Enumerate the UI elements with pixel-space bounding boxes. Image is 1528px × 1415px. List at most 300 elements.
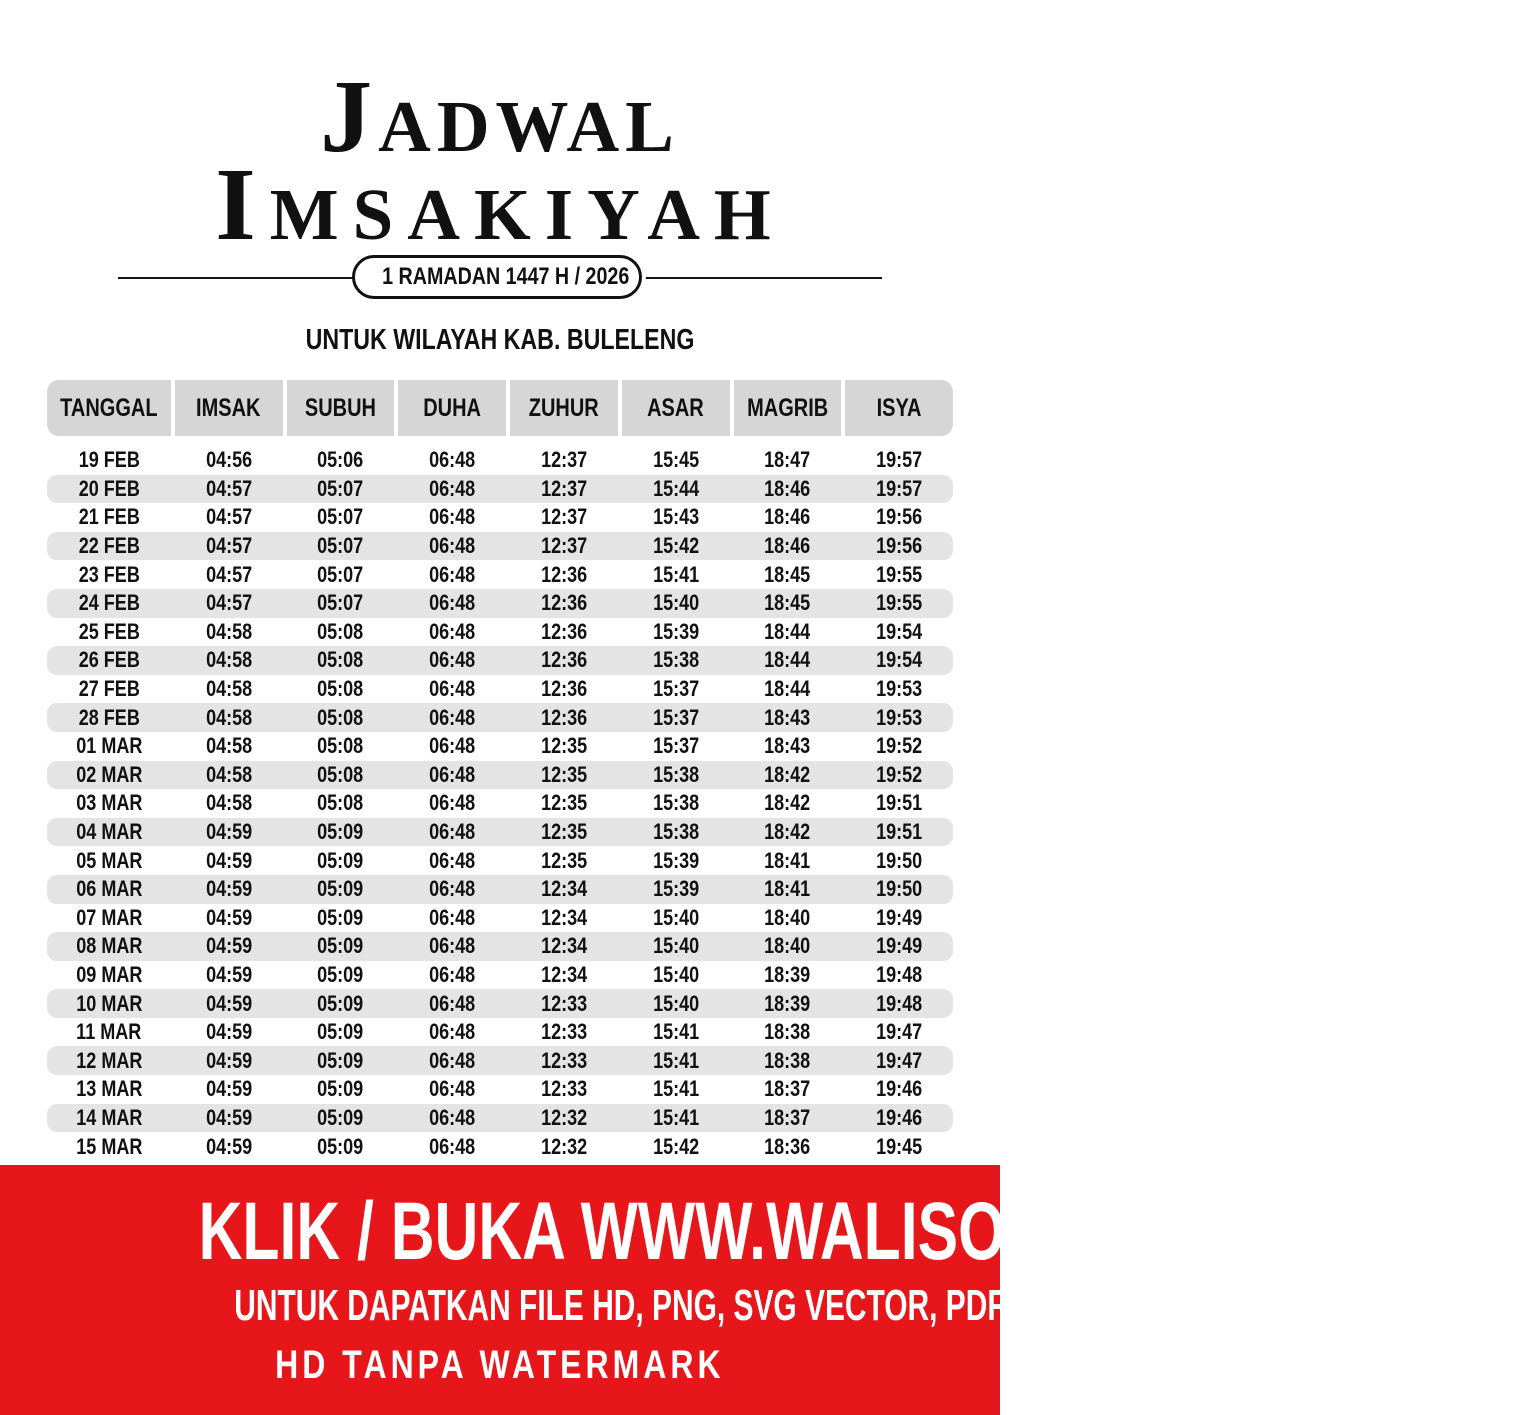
- cell-magrib: [734, 646, 842, 675]
- cell-value: 06:48: [429, 590, 476, 616]
- cell-duha: [398, 446, 506, 475]
- cell-value: 12:34: [540, 904, 588, 930]
- cell-subuh: [287, 1046, 395, 1075]
- column-header-isya: [845, 380, 953, 436]
- cell-isya: [845, 1104, 953, 1133]
- cell-imsak: [175, 904, 283, 933]
- cell-tanggal: [47, 1132, 171, 1161]
- cell-imsak: [175, 1046, 283, 1075]
- cell-value: 24 FEB: [78, 590, 140, 616]
- cell-value: 04:59: [205, 1076, 252, 1102]
- cell-duha: [398, 503, 506, 532]
- cell-value: 04:58: [205, 733, 252, 759]
- cell-asar: [622, 1046, 730, 1075]
- cell-isya: [845, 818, 953, 847]
- cell-tanggal: [47, 589, 171, 618]
- promo-banner[interactable]: [0, 1165, 1329, 1415]
- banner-line-1[interactable]: [0, 1186, 1329, 1277]
- cell-duha: [398, 989, 506, 1018]
- cell-value: 05:09: [317, 1047, 364, 1073]
- cell-magrib: [734, 446, 842, 475]
- cell-value: 18:46: [764, 475, 811, 501]
- cell-zuhur: [510, 875, 618, 904]
- cell-value: 04:59: [205, 876, 252, 902]
- cell-value: 05:08: [317, 790, 364, 816]
- cell-value: 06:48: [429, 676, 476, 702]
- cell-value: 05:08: [317, 704, 364, 730]
- cell-value: 15:44: [652, 475, 699, 501]
- cell-subuh: [287, 989, 395, 1018]
- cell-value: 12:36: [540, 647, 588, 673]
- cell-imsak: [175, 789, 283, 818]
- cell-value: 05:09: [317, 876, 364, 902]
- cell-value: 04:58: [205, 676, 252, 702]
- cell-value: 15:37: [652, 704, 699, 730]
- cell-isya: [845, 1132, 953, 1161]
- table-row: [47, 1075, 953, 1104]
- cell-zuhur: [510, 932, 618, 961]
- cell-value: 15:41: [652, 1104, 699, 1130]
- cell-asar: [622, 475, 730, 504]
- column-header-label: ISYA: [876, 393, 922, 422]
- banner-line-3: [0, 1341, 1000, 1389]
- cell-isya: [845, 560, 953, 589]
- table-row: [47, 818, 953, 847]
- cell-value: 18:44: [764, 676, 811, 702]
- cell-value: 06:48: [429, 761, 476, 787]
- cell-value: 06:48: [429, 504, 476, 530]
- cell-value: 10 MAR: [75, 990, 143, 1016]
- cell-value: 03 MAR: [75, 790, 143, 816]
- cell-value: 12:37: [540, 447, 588, 473]
- cell-value: 15:41: [652, 1076, 699, 1102]
- cell-isya: [845, 503, 953, 532]
- cell-imsak: [175, 818, 283, 847]
- table-row: [47, 846, 953, 875]
- cell-tanggal: [47, 446, 171, 475]
- cell-value: 04:57: [205, 504, 252, 530]
- banner-line-1-text: KLIK / BUKA WWW.WALISONGO.CO.ID: [198, 1186, 1329, 1277]
- table-row: [47, 875, 953, 904]
- table-row: [47, 446, 953, 475]
- cell-duha: [398, 932, 506, 961]
- cell-value: 15:41: [652, 1019, 699, 1045]
- column-header-asar: [622, 380, 730, 436]
- cell-value: 04:58: [205, 790, 252, 816]
- cell-subuh: [287, 532, 395, 561]
- cell-value: 05:09: [317, 819, 364, 845]
- cell-value: 05:09: [317, 990, 364, 1016]
- cell-subuh: [287, 703, 395, 732]
- cell-tanggal: [47, 732, 171, 761]
- cell-imsak: [175, 1104, 283, 1133]
- cell-asar: [622, 1132, 730, 1161]
- cell-tanggal: [47, 789, 171, 818]
- cell-value: 19 FEB: [78, 447, 140, 473]
- cell-tanggal: [47, 875, 171, 904]
- cell-value: 06:48: [429, 561, 476, 587]
- cell-value: 15:38: [652, 790, 699, 816]
- cell-value: 06:48: [429, 876, 476, 902]
- banner-line-3-text: HD TANPA WATERMARK: [275, 1343, 725, 1387]
- cell-value: 06:48: [429, 1076, 476, 1102]
- cell-asar: [622, 532, 730, 561]
- cell-value: 18:47: [764, 447, 811, 473]
- table-row: [47, 560, 953, 589]
- table-row: [47, 761, 953, 790]
- cell-subuh: [287, 446, 395, 475]
- cell-asar: [622, 618, 730, 647]
- cell-isya: [845, 1075, 953, 1104]
- cell-imsak: [175, 646, 283, 675]
- cell-imsak: [175, 875, 283, 904]
- cell-value: 22 FEB: [78, 533, 140, 559]
- cell-value: 18:41: [764, 876, 811, 902]
- table-row: [47, 904, 953, 933]
- cell-magrib: [734, 1075, 842, 1104]
- table-header: [47, 380, 953, 436]
- cell-imsak: [175, 846, 283, 875]
- cell-value: 12:36: [540, 704, 588, 730]
- cell-subuh: [287, 1075, 395, 1104]
- table-row: [47, 532, 953, 561]
- cell-value: 05:08: [317, 618, 364, 644]
- cell-value: 06:48: [429, 819, 476, 845]
- cell-asar: [622, 703, 730, 732]
- cell-zuhur: [510, 961, 618, 990]
- cell-subuh: [287, 560, 395, 589]
- cell-duha: [398, 532, 506, 561]
- cell-duha: [398, 904, 506, 933]
- cell-subuh: [287, 1132, 395, 1161]
- cell-duha: [398, 1132, 506, 1161]
- cell-value: 15:43: [652, 504, 699, 530]
- cell-value: 04:57: [205, 590, 252, 616]
- cell-asar: [622, 446, 730, 475]
- cell-duha: [398, 789, 506, 818]
- cell-value: 19:48: [876, 990, 923, 1016]
- cell-isya: [845, 703, 953, 732]
- subtitle-pill: [352, 255, 642, 299]
- cell-magrib: [734, 703, 842, 732]
- cell-isya: [845, 1018, 953, 1047]
- cell-zuhur: [510, 732, 618, 761]
- cell-magrib: [734, 532, 842, 561]
- cell-zuhur: [510, 846, 618, 875]
- cell-duha: [398, 618, 506, 647]
- cell-tanggal: [47, 475, 171, 504]
- cell-value: 05:09: [317, 1019, 364, 1045]
- table-row: [47, 703, 953, 732]
- cell-value: 12 MAR: [75, 1047, 143, 1073]
- cell-isya: [845, 904, 953, 933]
- cell-zuhur: [510, 761, 618, 790]
- cell-asar: [622, 1018, 730, 1047]
- cell-asar: [622, 503, 730, 532]
- cell-value: 18:42: [764, 790, 811, 816]
- cell-magrib: [734, 789, 842, 818]
- cell-value: 19:51: [876, 790, 923, 816]
- cell-value: 06:48: [429, 533, 476, 559]
- cell-imsak: [175, 675, 283, 704]
- cell-value: 19:50: [876, 847, 923, 873]
- cell-value: 12:37: [540, 475, 588, 501]
- cell-duha: [398, 675, 506, 704]
- column-header-magrib: [734, 380, 842, 436]
- cell-asar: [622, 761, 730, 790]
- cell-value: 04:59: [205, 904, 252, 930]
- cell-zuhur: [510, 475, 618, 504]
- cell-value: 18:46: [764, 533, 811, 559]
- cell-magrib: [734, 904, 842, 933]
- cell-zuhur: [510, 503, 618, 532]
- cell-value: 06:48: [429, 933, 476, 959]
- cell-value: 05:07: [317, 561, 364, 587]
- table-row: [47, 1132, 953, 1161]
- cell-magrib: [734, 560, 842, 589]
- column-header-label: ZUHUR: [528, 393, 599, 422]
- cell-subuh: [287, 1104, 395, 1133]
- cell-value: 15 MAR: [75, 1133, 143, 1159]
- cell-tanggal: [47, 532, 171, 561]
- cell-value: 15:38: [652, 647, 699, 673]
- cell-value: 12:33: [540, 990, 588, 1016]
- cell-isya: [845, 732, 953, 761]
- cell-zuhur: [510, 904, 618, 933]
- cell-subuh: [287, 818, 395, 847]
- cell-value: 23 FEB: [78, 561, 140, 587]
- cell-value: 21 FEB: [78, 504, 140, 530]
- cell-value: 25 FEB: [78, 618, 140, 644]
- cell-value: 18:45: [764, 590, 811, 616]
- cell-value: 06 MAR: [75, 876, 143, 902]
- column-header-label: SUBUH: [304, 393, 377, 422]
- column-header-label: MAGRIB: [746, 393, 828, 422]
- cell-value: 01 MAR: [75, 733, 143, 759]
- cell-subuh: [287, 732, 395, 761]
- cell-zuhur: [510, 989, 618, 1018]
- title-line-2: Imsakiyah: [215, 147, 785, 262]
- cell-value: 05:09: [317, 1104, 364, 1130]
- cell-value: 19:48: [876, 961, 923, 987]
- cell-value: 26 FEB: [78, 647, 140, 673]
- cell-value: 06:48: [429, 704, 476, 730]
- cell-imsak: [175, 1132, 283, 1161]
- cell-value: 19:55: [876, 561, 923, 587]
- cell-value: 05:08: [317, 676, 364, 702]
- cell-value: 06:48: [429, 647, 476, 673]
- cell-value: 12:36: [540, 561, 588, 587]
- table-row: [47, 961, 953, 990]
- cell-zuhur: [510, 532, 618, 561]
- cell-zuhur: [510, 1018, 618, 1047]
- cell-value: 09 MAR: [75, 961, 143, 987]
- cell-value: 12:36: [540, 618, 588, 644]
- cell-tanggal: [47, 904, 171, 933]
- cell-value: 04:58: [205, 647, 252, 673]
- cell-value: 19:52: [876, 761, 923, 787]
- cell-value: 06:48: [429, 1047, 476, 1073]
- cell-asar: [622, 875, 730, 904]
- cell-imsak: [175, 932, 283, 961]
- cell-magrib: [734, 989, 842, 1018]
- cell-duha: [398, 1075, 506, 1104]
- cell-value: 20 FEB: [78, 475, 140, 501]
- cell-zuhur: [510, 560, 618, 589]
- cell-magrib: [734, 1104, 842, 1133]
- cell-value: 18:44: [764, 618, 811, 644]
- cell-tanggal: [47, 818, 171, 847]
- cell-tanggal: [47, 1075, 171, 1104]
- cell-magrib: [734, 475, 842, 504]
- table-row: [47, 732, 953, 761]
- cell-asar: [622, 560, 730, 589]
- cell-value: 12:33: [540, 1076, 588, 1102]
- cell-subuh: [287, 646, 395, 675]
- cell-subuh: [287, 789, 395, 818]
- cell-value: 12:36: [540, 590, 588, 616]
- cell-duha: [398, 1104, 506, 1133]
- cell-value: 19:57: [876, 475, 923, 501]
- cell-subuh: [287, 961, 395, 990]
- cell-subuh: [287, 475, 395, 504]
- cell-tanggal: [47, 560, 171, 589]
- cell-value: 05:08: [317, 647, 364, 673]
- cell-value: 18:37: [764, 1104, 811, 1130]
- cell-isya: [845, 932, 953, 961]
- cell-value: 14 MAR: [75, 1104, 143, 1130]
- divider-right: [646, 277, 882, 279]
- cell-asar: [622, 732, 730, 761]
- cell-value: 04:57: [205, 533, 252, 559]
- cell-value: 04:59: [205, 990, 252, 1016]
- cell-magrib: [734, 675, 842, 704]
- cell-isya: [845, 761, 953, 790]
- column-header-label: DUHA: [423, 393, 482, 422]
- cell-magrib: [734, 732, 842, 761]
- cell-value: 18:38: [764, 1019, 811, 1045]
- cell-subuh: [287, 589, 395, 618]
- cell-value: 19:56: [876, 504, 923, 530]
- cell-value: 04:57: [205, 475, 252, 501]
- cell-value: 05:09: [317, 847, 364, 873]
- cell-value: 15:40: [652, 990, 699, 1016]
- cell-imsak: [175, 446, 283, 475]
- table-row: [47, 589, 953, 618]
- cell-zuhur: [510, 589, 618, 618]
- column-header-label: ASAR: [647, 393, 705, 422]
- table-row: [47, 503, 953, 532]
- cell-isya: [845, 961, 953, 990]
- cell-duha: [398, 961, 506, 990]
- cell-value: 05:07: [317, 475, 364, 501]
- cell-asar: [622, 675, 730, 704]
- cell-value: 18:39: [764, 961, 811, 987]
- cell-duha: [398, 560, 506, 589]
- cell-duha: [398, 732, 506, 761]
- subtitle-text: 1 RAMADAN 1447 H / 2026: [382, 263, 630, 290]
- cell-tanggal: [47, 1018, 171, 1047]
- cell-value: 18:45: [764, 561, 811, 587]
- cell-duha: [398, 589, 506, 618]
- cell-value: 19:47: [876, 1019, 923, 1045]
- cell-tanggal: [47, 503, 171, 532]
- cell-subuh: [287, 932, 395, 961]
- cell-isya: [845, 989, 953, 1018]
- cell-tanggal: [47, 1046, 171, 1075]
- cell-value: 15:41: [652, 561, 699, 587]
- cell-value: 02 MAR: [75, 761, 143, 787]
- table-row: [47, 618, 953, 647]
- column-header-imsak: [175, 380, 283, 436]
- cell-duha: [398, 646, 506, 675]
- cell-zuhur: [510, 1132, 618, 1161]
- cell-asar: [622, 989, 730, 1018]
- table-row: [47, 675, 953, 704]
- cell-value: 04:59: [205, 1133, 252, 1159]
- cell-isya: [845, 646, 953, 675]
- cell-isya: [845, 532, 953, 561]
- cell-duha: [398, 1046, 506, 1075]
- cell-value: 05 MAR: [75, 847, 143, 873]
- cell-value: 19:46: [876, 1076, 923, 1102]
- cell-value: 06:48: [429, 733, 476, 759]
- table-row: [47, 646, 953, 675]
- cell-asar: [622, 932, 730, 961]
- cell-value: 18:40: [764, 933, 811, 959]
- cell-magrib: [734, 618, 842, 647]
- cell-imsak: [175, 503, 283, 532]
- cell-zuhur: [510, 1104, 618, 1133]
- cell-asar: [622, 1075, 730, 1104]
- cell-subuh: [287, 846, 395, 875]
- cell-magrib: [734, 503, 842, 532]
- cell-value: 18:43: [764, 733, 811, 759]
- cell-value: 15:40: [652, 590, 699, 616]
- cell-magrib: [734, 846, 842, 875]
- cell-value: 15:39: [652, 847, 699, 873]
- cell-value: 18:36: [764, 1133, 811, 1159]
- cell-value: 12:35: [540, 790, 588, 816]
- cell-tanggal: [47, 961, 171, 990]
- cell-tanggal: [47, 703, 171, 732]
- cell-duha: [398, 875, 506, 904]
- table-body: [47, 446, 953, 1161]
- cell-value: 05:08: [317, 761, 364, 787]
- divider-left: [118, 277, 354, 279]
- cell-isya: [845, 1046, 953, 1075]
- cell-value: 15:38: [652, 761, 699, 787]
- cell-value: 06:48: [429, 1019, 476, 1045]
- cell-value: 19:52: [876, 733, 923, 759]
- cell-value: 19:46: [876, 1104, 923, 1130]
- cell-asar: [622, 1104, 730, 1133]
- cell-value: 19:54: [876, 618, 923, 644]
- cell-value: 28 FEB: [78, 704, 140, 730]
- cell-tanggal: [47, 846, 171, 875]
- cell-value: 12:35: [540, 761, 588, 787]
- cell-value: 18:38: [764, 1047, 811, 1073]
- region-text: UNTUK WILAYAH KAB. BULELENG: [305, 324, 695, 356]
- cell-value: 12:34: [540, 933, 588, 959]
- cell-zuhur: [510, 646, 618, 675]
- cell-value: 06:48: [429, 475, 476, 501]
- cell-value: 18:43: [764, 704, 811, 730]
- cell-value: 04:58: [205, 761, 252, 787]
- cell-value: 12:37: [540, 504, 588, 530]
- cell-tanggal: [47, 646, 171, 675]
- cell-magrib: [734, 1046, 842, 1075]
